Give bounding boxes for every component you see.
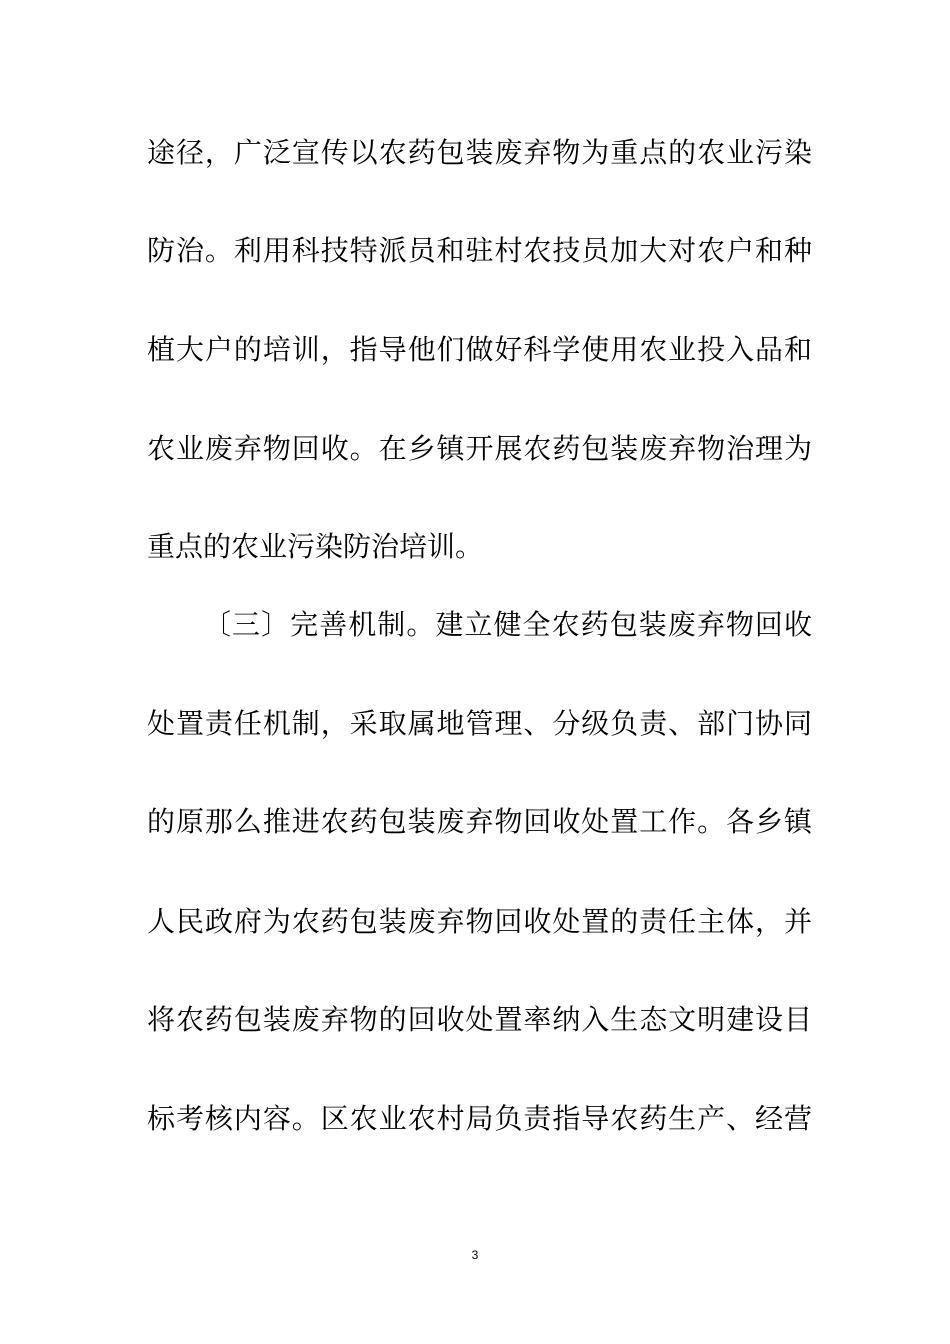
text-line: 的原那么推进农药包装废弃物回收处置工作。各乡镇 [147, 805, 812, 838]
text-line: 处置责任机制，采取属地管理、分级负责、部门协同 [147, 707, 812, 740]
text-line: 人民政府为农药包装废弃物回收处置的责任主体，并 [147, 905, 812, 938]
text-line: 将农药包装废弃物的回收处置率纳入生态文明建设目 [147, 1003, 812, 1036]
text-line: 植大户的培训，指导他们做好科学使用农业投入品和 [147, 333, 812, 366]
text-line: 重点的农业污染防治培训。 [147, 530, 484, 563]
text-line: 标考核内容。区农业农村局负责指导农药生产、经营 [147, 1102, 812, 1135]
page-number: 3 [471, 1248, 479, 1262]
text-line: 途径，广泛宣传以农药包装废弃物为重点的农业污染 [147, 136, 812, 169]
text-line: 农业废弃物回收。在乡镇开展农药包装废弃物治理为 [147, 432, 812, 465]
paragraph-first-line: 〔三〕完善机制。建立健全农药包装废弃物回收 [203, 608, 812, 641]
text-line: 防治。利用科技特派员和驻村农技员加大对农户和种 [147, 234, 812, 267]
